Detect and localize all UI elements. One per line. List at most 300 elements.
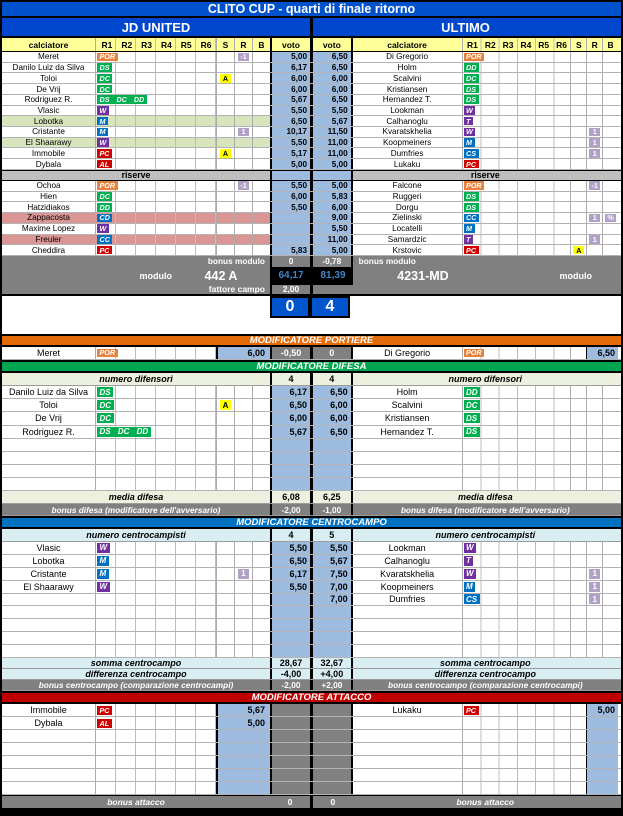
r-cell[interactable] [234,412,252,424]
voto-cell[interactable]: 5,50 [313,106,353,116]
player-name[interactable]: Hernandez T. [382,95,432,105]
b-cell[interactable] [252,73,270,83]
s-cell[interactable] [216,73,234,83]
voto-cell[interactable]: 5,83 [270,245,310,255]
player-roles[interactable] [462,619,571,631]
r-cell[interactable] [234,386,252,398]
r-cell[interactable] [234,159,252,169]
b-cell[interactable] [602,245,618,255]
r-cell[interactable] [234,632,252,644]
r-cell[interactable] [234,245,252,255]
voto-cell[interactable]: 6,50 [270,399,310,411]
player-name[interactable]: Lobotka [2,116,96,126]
player-roles[interactable] [96,594,216,606]
b-cell[interactable] [252,452,270,464]
player-name[interactable]: Hernandez T. [380,426,434,437]
player-roles[interactable] [96,224,216,234]
voto-cell[interactable]: 6,50 [586,347,618,359]
b-cell[interactable] [602,542,618,554]
b-cell[interactable] [602,148,618,158]
voto-cell[interactable] [270,465,310,477]
voto-cell[interactable]: 6,00 [313,412,353,424]
player-roles[interactable] [462,399,571,411]
player-roles[interactable] [462,235,571,245]
player-roles[interactable] [96,717,216,729]
voto-cell[interactable] [270,439,310,451]
b-cell[interactable] [252,181,270,191]
r-cell[interactable] [234,116,252,126]
s-cell[interactable] [216,245,234,255]
voto-cell[interactable] [313,465,353,477]
b-cell[interactable] [252,606,270,618]
player-roles[interactable] [96,213,216,223]
player-roles[interactable] [462,452,571,464]
r-cell[interactable] [234,452,252,464]
r-cell[interactable] [586,412,602,424]
r-cell[interactable] [586,245,602,255]
player-roles[interactable] [462,73,571,83]
s-cell[interactable] [216,568,234,580]
b-cell[interactable] [602,645,618,657]
s-cell[interactable] [216,84,234,94]
voto-cell[interactable] [270,645,310,657]
voto-cell[interactable]: 11,00 [313,138,353,148]
player-name[interactable]: Toloi [2,399,96,411]
player-name[interactable]: Freuler [2,235,96,245]
b-cell[interactable] [252,542,270,554]
player-roles[interactable] [96,730,216,742]
player-name[interactable]: Lukaku [393,159,421,169]
voto-cell[interactable]: 5,00 [586,704,618,716]
r-cell[interactable] [586,619,602,631]
bonus-centrocampo-right[interactable]: +2,00 [313,680,353,691]
b-cell[interactable] [252,245,270,255]
b-cell[interactable] [602,606,618,618]
voto-cell[interactable]: 10,17 [270,127,310,137]
r-cell[interactable] [234,192,252,202]
score-left[interactable]: 0 [270,296,310,318]
b-cell[interactable] [602,235,618,245]
b-cell[interactable] [252,148,270,158]
player-roles[interactable] [462,594,571,606]
player-roles[interactable] [462,386,571,398]
player-name[interactable] [2,632,96,644]
r-cell[interactable] [586,95,602,105]
voto-cell[interactable]: 5,83 [313,192,353,202]
voto-cell[interactable] [313,452,353,464]
numero-difensori-left[interactable]: 4 [270,373,310,385]
player-roles[interactable] [462,106,571,116]
s-cell[interactable] [216,116,234,126]
voto-cell[interactable]: 6,00 [216,347,270,359]
s-cell[interactable] [216,63,234,73]
player-name[interactable]: Ochoa [2,181,96,191]
player-name[interactable] [2,782,96,794]
voto-cell[interactable] [216,769,270,781]
player-name[interactable]: Maxime Lopez [2,224,96,234]
s-cell[interactable] [216,555,234,567]
player-roles[interactable] [462,439,571,451]
voto-cell[interactable]: 6,00 [270,84,310,94]
r-cell[interactable] [586,63,602,73]
b-cell[interactable] [602,116,618,126]
player-roles[interactable] [96,619,216,631]
r-cell[interactable] [586,386,602,398]
voto-cell[interactable]: 5,67 [313,555,353,567]
player-roles[interactable] [462,704,571,716]
r-cell[interactable] [234,235,252,245]
b-cell[interactable] [252,63,270,73]
s-cell[interactable] [216,606,234,618]
player-roles[interactable] [96,106,216,116]
b-cell[interactable] [602,224,618,234]
voto-cell[interactable]: 6,00 [313,73,353,83]
r-cell[interactable] [234,606,252,618]
b-cell[interactable] [252,116,270,126]
voto-cell[interactable] [270,594,310,606]
player-name[interactable]: Scalvini [391,400,423,411]
s-cell[interactable] [570,148,586,158]
modulo-value-left[interactable]: 442 A [204,268,238,283]
player-name[interactable] [353,465,462,477]
s-cell[interactable] [216,645,234,657]
player-roles[interactable] [462,213,571,223]
player-roles[interactable] [462,412,571,424]
player-name[interactable]: De Vrij [2,412,96,424]
player-name[interactable] [2,478,96,490]
somma-centrocampo-left[interactable]: 28,67 [270,658,310,668]
b-cell[interactable] [252,645,270,657]
player-name[interactable]: Cristante [2,127,96,137]
r-cell[interactable] [586,181,602,191]
player-roles[interactable] [462,568,571,580]
r-cell[interactable] [234,52,252,62]
voto-cell[interactable]: 6,50 [313,386,353,398]
voto-cell[interactable]: 6,00 [270,192,310,202]
player-roles[interactable] [96,245,216,255]
r-cell[interactable] [234,148,252,158]
s-cell[interactable] [570,181,586,191]
bonus-modulo-value-left[interactable]: 0 [270,256,310,267]
player-name[interactable]: Kvaratskhelia [380,568,435,579]
b-cell[interactable] [252,581,270,593]
s-cell[interactable] [216,632,234,644]
s-cell[interactable] [570,106,586,116]
s-cell[interactable] [570,84,586,94]
player-roles[interactable] [96,116,216,126]
player-name[interactable]: Meret [2,347,96,359]
player-name[interactable]: Calhanoglu [386,116,428,126]
b-cell[interactable] [602,555,618,567]
b-cell[interactable] [602,213,618,223]
player-roles[interactable] [96,181,216,191]
r-cell[interactable] [586,581,602,593]
voto-cell[interactable]: 7,50 [313,568,353,580]
player-name[interactable]: Danilo Luiz da Silva [2,386,96,398]
player-roles[interactable] [96,95,216,105]
r-cell[interactable] [586,213,602,223]
voto-cell[interactable]: 6,00 [270,73,310,83]
s-cell[interactable] [216,399,234,411]
b-cell[interactable] [252,555,270,567]
s-cell[interactable] [570,581,586,593]
voto-cell[interactable]: 5,00 [216,717,270,729]
r-cell[interactable] [234,202,252,212]
s-cell[interactable] [216,224,234,234]
numero-centrocampisti-right[interactable]: 5 [313,529,353,541]
player-roles[interactable] [462,192,571,202]
b-cell[interactable] [602,568,618,580]
player-roles[interactable] [462,542,571,554]
player-name[interactable]: Dumfries [390,148,424,158]
player-roles[interactable] [462,224,571,234]
s-cell[interactable] [570,127,586,137]
voto-cell[interactable] [586,769,618,781]
player-name[interactable]: Cristante [2,568,96,580]
s-cell[interactable] [216,159,234,169]
player-name[interactable] [353,645,462,657]
s-cell[interactable] [216,213,234,223]
player-roles[interactable] [462,782,571,794]
b-cell[interactable] [602,73,618,83]
s-cell[interactable] [216,581,234,593]
r-cell[interactable] [234,465,252,477]
voto-cell[interactable] [270,606,310,618]
player-roles[interactable] [462,743,571,755]
player-roles[interactable] [96,202,216,212]
player-name[interactable]: Di Gregorio [384,347,431,358]
player-roles[interactable] [96,555,216,567]
player-roles[interactable] [462,769,571,781]
player-name[interactable]: Ruggeri [392,191,422,201]
r-cell[interactable] [586,73,602,83]
player-name[interactable]: Toloi [2,73,96,83]
b-cell[interactable] [252,594,270,606]
voto-cell[interactable] [313,439,353,451]
player-name[interactable] [353,743,462,755]
voto-cell[interactable] [270,235,310,245]
voto-cell[interactable] [270,619,310,631]
b-cell[interactable] [252,224,270,234]
player-roles[interactable] [96,52,216,62]
r-cell[interactable] [586,224,602,234]
voto-cell[interactable]: 5,17 [270,148,310,158]
player-name[interactable]: Danilo Luiz da Silva [2,63,96,73]
player-roles[interactable] [462,426,571,438]
score-right[interactable]: 4 [310,296,350,318]
voto-cell[interactable]: 5,50 [313,224,353,234]
b-cell[interactable] [602,452,618,464]
player-name[interactable]: Immobile [2,148,96,158]
modulo-value-right[interactable]: 4231-MD [397,268,449,283]
player-roles[interactable] [462,95,571,105]
r-cell[interactable] [586,116,602,126]
voto-cell[interactable]: 5,50 [270,106,310,116]
player-name[interactable]: Dorgu [395,202,419,212]
player-name[interactable]: Meret [2,52,96,62]
b-cell[interactable] [602,594,618,606]
s-cell[interactable] [570,116,586,126]
r-cell[interactable] [234,181,252,191]
r-cell[interactable] [234,224,252,234]
numero-centrocampisti-left[interactable]: 4 [270,529,310,541]
r-cell[interactable] [586,452,602,464]
player-name[interactable] [353,782,462,794]
s-cell[interactable] [216,181,234,191]
player-roles[interactable] [96,73,216,83]
r-cell[interactable] [234,138,252,148]
voto-cell[interactable]: 5,67 [270,95,310,105]
s-cell[interactable] [570,439,586,451]
voto-cell[interactable]: 6,50 [270,116,310,126]
b-cell[interactable] [252,386,270,398]
total-right[interactable]: 81,39 [313,267,353,285]
player-roles[interactable] [462,632,571,644]
voto-cell[interactable] [313,632,353,644]
voto-cell[interactable] [216,743,270,755]
player-name[interactable] [353,619,462,631]
s-cell[interactable] [216,386,234,398]
s-cell[interactable] [216,235,234,245]
b-cell[interactable] [252,426,270,438]
voto-cell[interactable]: 5,50 [270,542,310,554]
player-name[interactable]: Falcone [392,181,422,191]
player-name[interactable]: Rodriguez R. [2,95,96,105]
voto-cell[interactable]: 6,50 [270,555,310,567]
b-cell[interactable] [602,63,618,73]
s-cell[interactable] [570,192,586,202]
s-cell[interactable] [570,138,586,148]
player-name[interactable]: Locatelli [392,224,423,234]
s-cell[interactable] [570,426,586,438]
b-cell[interactable] [602,619,618,631]
player-roles[interactable] [462,84,571,94]
player-name[interactable]: Cheddira [2,245,96,255]
b-cell[interactable] [602,106,618,116]
player-name[interactable]: Di Gregorio [386,52,429,62]
voto-cell[interactable]: 5,00 [313,181,353,191]
s-cell[interactable] [216,412,234,424]
r-cell[interactable] [586,202,602,212]
player-roles[interactable] [96,756,216,768]
s-cell[interactable] [216,52,234,62]
voto-cell[interactable]: 7,00 [313,594,353,606]
player-roles[interactable] [96,138,216,148]
r-cell[interactable] [586,542,602,554]
player-roles[interactable] [462,756,571,768]
b-cell[interactable] [252,52,270,62]
player-roles[interactable] [96,542,216,554]
s-cell[interactable] [570,619,586,631]
s-cell[interactable] [216,452,234,464]
player-name[interactable] [2,606,96,618]
player-roles[interactable] [96,465,216,477]
player-roles[interactable] [462,245,571,255]
r-cell[interactable] [586,439,602,451]
player-name[interactable]: El Shaarawy [2,581,96,593]
player-roles[interactable] [462,202,571,212]
player-roles[interactable] [462,645,571,657]
b-cell[interactable] [602,581,618,593]
s-cell[interactable] [570,542,586,554]
b-cell[interactable] [252,439,270,451]
player-name[interactable] [2,465,96,477]
s-cell[interactable] [570,568,586,580]
r-cell[interactable] [234,399,252,411]
player-roles[interactable] [96,412,216,424]
player-name[interactable]: Krstovic [392,245,422,255]
b-cell[interactable] [602,439,618,451]
player-name[interactable]: Holm [396,387,418,398]
b-cell[interactable] [252,84,270,94]
player-name[interactable]: Holm [397,63,417,73]
r-cell[interactable] [586,399,602,411]
player-roles[interactable] [96,63,216,73]
voto-cell[interactable]: 9,00 [313,213,353,223]
voto-cell[interactable] [270,452,310,464]
player-name[interactable]: Lookman [388,542,426,553]
s-cell[interactable] [216,478,234,490]
voto-cell[interactable] [270,478,310,490]
media-difesa-right[interactable]: 6,25 [313,491,353,503]
r-cell[interactable] [586,426,602,438]
b-cell[interactable] [252,138,270,148]
player-name[interactable]: Kristiansen [384,413,430,424]
s-cell[interactable] [570,399,586,411]
r-cell[interactable] [586,148,602,158]
b-cell[interactable] [602,84,618,94]
player-roles[interactable] [96,645,216,657]
player-name[interactable] [2,594,96,606]
r-cell[interactable] [234,581,252,593]
s-cell[interactable] [570,235,586,245]
player-name[interactable] [353,717,462,729]
r-cell[interactable] [234,426,252,438]
b-cell[interactable] [602,159,618,169]
player-name[interactable] [353,632,462,644]
player-name[interactable]: Rodriguez R. [2,426,96,438]
player-name[interactable] [353,452,462,464]
player-name[interactable]: Hien [2,192,96,202]
r-cell[interactable] [234,542,252,554]
b-cell[interactable] [252,213,270,223]
player-roles[interactable] [462,63,571,73]
player-name[interactable]: Dybala [2,159,96,169]
player-name[interactable]: Scalvini [392,73,422,83]
player-roles[interactable] [462,717,571,729]
s-cell[interactable] [570,465,586,477]
voto-cell[interactable] [313,478,353,490]
player-name[interactable] [353,478,462,490]
b-cell[interactable] [602,426,618,438]
player-roles[interactable] [462,148,571,158]
player-name[interactable]: Koopmeiners [382,138,432,148]
voto-cell[interactable]: 6,50 [313,95,353,105]
voto-cell[interactable] [270,224,310,234]
player-name[interactable] [2,452,96,464]
voto-cell[interactable]: 6,50 [313,426,353,438]
r-cell[interactable] [234,84,252,94]
player-roles[interactable] [96,127,216,137]
player-name[interactable] [353,439,462,451]
player-name[interactable]: De Vrij [2,84,96,94]
voto-cell[interactable]: 5,00 [313,245,353,255]
b-cell[interactable] [602,52,618,62]
modificatore-portiere-left[interactable]: -0,50 [270,347,310,359]
voto-cell[interactable]: 5,50 [313,542,353,554]
r-cell[interactable] [586,192,602,202]
r-cell[interactable] [234,73,252,83]
